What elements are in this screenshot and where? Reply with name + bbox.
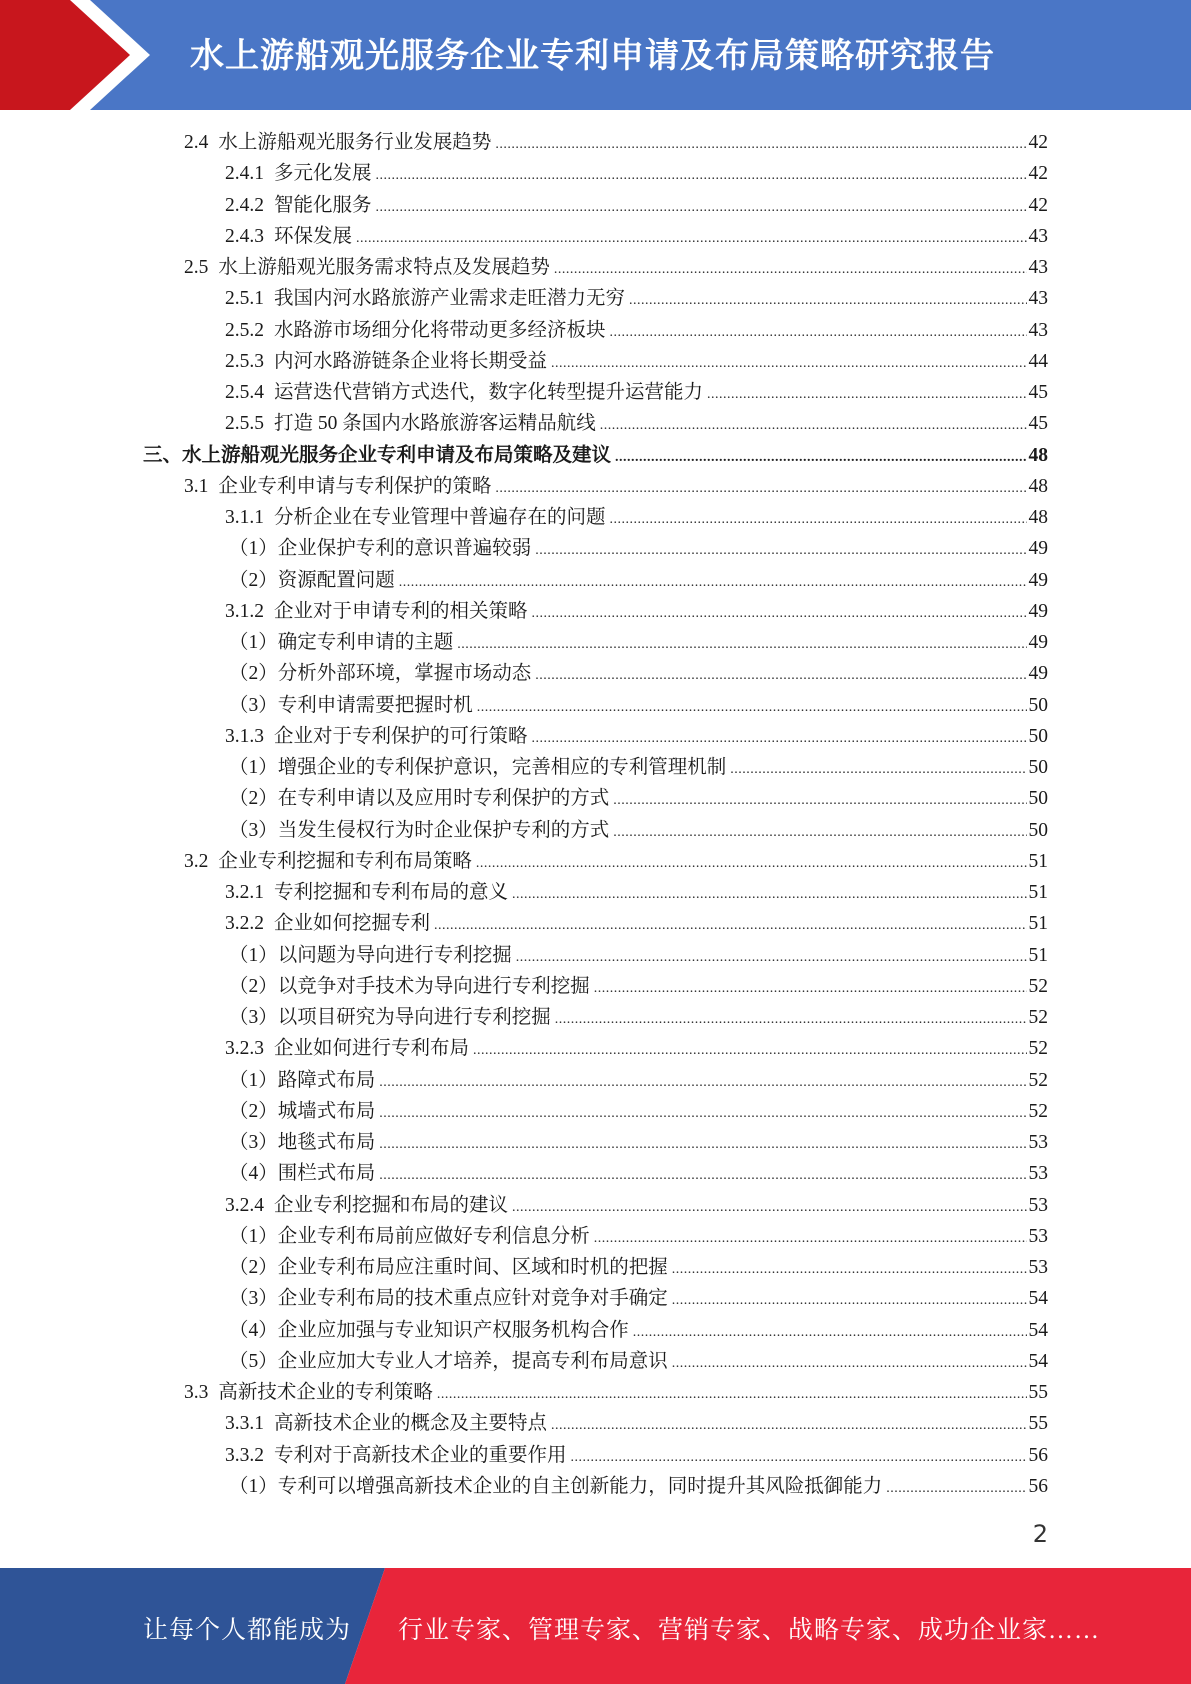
toc-entry-title: 专利挖掘和专利布局的意义: [274, 882, 509, 903]
toc-entry-title: 打造 50 条国内水路旅游客运精品航线: [274, 413, 596, 434]
toc-entry[interactable]: [184, 471, 1048, 502]
toc-leader-dots: [730, 754, 1026, 785]
toc-entry-number: （2）: [229, 1101, 278, 1122]
toc-entry-number: 2.4.1: [225, 163, 264, 184]
toc-leader-dots: [516, 942, 1027, 973]
toc-leader-dots: [610, 504, 1027, 535]
toc-entry-number: （2）: [229, 1257, 278, 1278]
toc-entry-number: （1）: [229, 945, 278, 966]
toc-leader-dots: [379, 1160, 1026, 1191]
toc-entry[interactable]: [229, 971, 1048, 1002]
toc-entry[interactable]: [225, 158, 1048, 189]
toc-entry-number: 2.4.3: [225, 226, 264, 247]
toc-leader-dots: [707, 379, 1026, 410]
toc-entry[interactable]: [229, 815, 1048, 846]
toc-entry[interactable]: [229, 1221, 1048, 1252]
toc-entry[interactable]: [225, 596, 1048, 627]
toc-entry[interactable]: [229, 1346, 1048, 1377]
toc-entry-number: 3.3.2: [225, 1445, 264, 1466]
toc-entry-number: （4）: [229, 1320, 278, 1341]
toc-leader-dots: [613, 785, 1026, 816]
toc-entry[interactable]: [225, 877, 1048, 908]
report-title: 水上游船观光服务企业专利申请及布局策略研究报告: [190, 36, 995, 76]
toc-entry-number: （3）: [229, 1288, 278, 1309]
toc-entry-page: 48: [1028, 476, 1048, 497]
toc-leader-dots: [613, 817, 1026, 848]
toc-entry-page: 53: [1028, 1163, 1048, 1184]
toc-leader-dots: [672, 1348, 1027, 1379]
toc-leader-dots: [379, 1098, 1026, 1129]
toc-entry-title: 高新技术企业的专利策略: [218, 1382, 433, 1403]
toc-entry-title: 企业应加强与专业知识产权服务机构合作: [277, 1320, 629, 1341]
toc-entry-number: （5）: [229, 1351, 278, 1372]
toc-entry-page: 43: [1028, 226, 1048, 247]
toc-entry-page: 54: [1028, 1320, 1048, 1341]
toc-entry-number: （3）: [229, 1007, 278, 1028]
toc-entry-page: 52: [1028, 1070, 1048, 1091]
toc-entry-title: 环保发展: [274, 226, 353, 247]
toc-entry-page: 44: [1028, 351, 1048, 372]
toc-entry-number: 2.5: [184, 257, 209, 278]
toc-entry-number: （3）: [229, 695, 278, 716]
toc-entry-number: 3.1.2: [225, 601, 264, 622]
toc-entry-page: 56: [1028, 1476, 1048, 1497]
toc-leader-dots: [495, 473, 1026, 504]
toc-entry-page: 50: [1028, 726, 1048, 747]
toc-leader-dots: [399, 567, 1027, 598]
toc-entry-title: 以竞争对手技术为导向进行专利挖掘: [277, 976, 590, 997]
toc-entry[interactable]: [229, 1096, 1048, 1127]
toc-entry-number: 2.4.2: [225, 195, 264, 216]
toc-entry-page: 51: [1028, 945, 1048, 966]
toc-entry[interactable]: [184, 1377, 1048, 1408]
toc-entry-page: 52: [1028, 1038, 1048, 1059]
toc-entry[interactable]: [225, 346, 1048, 377]
toc-leader-dots: [610, 317, 1027, 348]
toc-entry-title: 围栏式布局: [277, 1163, 376, 1184]
toc-entry[interactable]: [225, 283, 1048, 314]
toc-leader-dots: [379, 1129, 1026, 1160]
toc-entry-page: 51: [1028, 913, 1048, 934]
toc-leader-dots: [477, 692, 1027, 723]
toc-entry-title: 资源配置问题: [277, 570, 395, 591]
toc-entry-number: 3.2.4: [225, 1195, 264, 1216]
toc-leader-dots: [615, 442, 1026, 473]
footer-slogan-right: 行业专家、管理专家、营销专家、战略专家、成功企业家……: [398, 1617, 1101, 1644]
toc-entry-title: 水路游市场细分化将带动更多经济板块: [274, 320, 606, 341]
toc-entry-title: 企业专利申请与专利保护的策略: [218, 476, 492, 497]
header-arrow-graphic: [0, 0, 160, 110]
toc-entry-title: 企业如何挖掘专利: [274, 913, 431, 934]
toc-entry[interactable]: [229, 627, 1048, 658]
toc-entry-number: （2）: [229, 976, 278, 997]
toc-entry-number: 2.5.4: [225, 382, 264, 403]
toc-leader-dots: [473, 1035, 1026, 1066]
toc-entry-title: 以项目研究为导向进行专利挖掘: [277, 1007, 551, 1028]
toc-leader-dots: [672, 1285, 1027, 1316]
toc-entry-title: 当发生侵权行为时企业保护专利的方式: [277, 820, 610, 841]
toc-entry-page: 48: [1028, 507, 1048, 528]
toc-entry-page: 52: [1028, 1101, 1048, 1122]
toc-entry-page: 42: [1028, 132, 1048, 153]
toc-entry-number: （1）: [229, 757, 278, 778]
toc-entry-title: 三、水上游船观光服务企业专利申请及布局策略及建议: [143, 445, 612, 466]
toc-entry[interactable]: [184, 846, 1048, 877]
toc-entry-number: 2.5.3: [225, 351, 264, 372]
toc-entry[interactable]: [229, 940, 1048, 971]
toc-entry-number: （3）: [229, 1132, 278, 1153]
toc-entry-page: 45: [1028, 413, 1048, 434]
toc-entry-page: 53: [1028, 1257, 1048, 1278]
toc-entry[interactable]: [229, 1471, 1048, 1502]
toc-entry[interactable]: [229, 1002, 1048, 1033]
toc-entry-number: 3.3: [184, 1382, 209, 1403]
toc-entry-title: 企业专利布局前应做好专利信息分析: [277, 1226, 590, 1247]
toc-entry-number: 3.3.1: [225, 1413, 264, 1434]
toc-leader-dots: [434, 910, 1026, 941]
toc-chapter-entry[interactable]: [143, 440, 1048, 471]
toc-leader-dots: [672, 1254, 1027, 1285]
page-number: 2: [1032, 1520, 1048, 1548]
toc-entry-title: 企业专利布局的技术重点应针对竞争对手确定: [277, 1288, 668, 1309]
toc-entry[interactable]: [225, 221, 1048, 252]
toc-entry[interactable]: [225, 908, 1048, 939]
toc-entry-title: 专利对于高新技术企业的重要作用: [274, 1445, 567, 1466]
toc-entry-title: 多元化发展: [274, 163, 372, 184]
toc-entry-title: 确定专利申请的主题: [277, 632, 454, 653]
toc-entry[interactable]: [229, 1065, 1048, 1096]
toc-entry-title: 专利可以增强高新技术企业的自主创新能力，同时提升其风险抵御能力: [277, 1476, 883, 1497]
toc-entry-title: 运营迭代营销方式迭代，数字化转型提升运营能力: [274, 382, 704, 403]
toc-entry[interactable]: [225, 190, 1048, 221]
toc-entry-title: 企业如何进行专利布局: [274, 1038, 470, 1059]
toc-entry[interactable]: [225, 1408, 1048, 1439]
toc-entry[interactable]: [184, 252, 1048, 283]
toc-entry-page: 49: [1028, 632, 1048, 653]
toc-leader-dots: [555, 1004, 1027, 1035]
toc-entry-number: （4）: [229, 1163, 278, 1184]
toc-entry-page: 55: [1028, 1413, 1048, 1434]
toc-entry[interactable]: [225, 377, 1048, 408]
toc-entry-title: 专利申请需要把握时机: [277, 695, 473, 716]
toc-entry-page: 51: [1028, 882, 1048, 903]
toc-entry[interactable]: [184, 127, 1048, 158]
toc-entry-page: 55: [1028, 1382, 1048, 1403]
toc-entry-page: 51: [1028, 851, 1048, 872]
toc-entry-title: 高新技术企业的概念及主要特点: [274, 1413, 548, 1434]
toc-leader-dots: [554, 254, 1027, 285]
toc-entry-number: 2.5.1: [225, 288, 264, 309]
toc-leader-dots: [379, 1067, 1026, 1098]
toc-entry-page: 50: [1028, 695, 1048, 716]
toc-entry-number: （1）: [229, 1476, 278, 1497]
toc-entry-title: 以问题为导向进行专利挖掘: [277, 945, 512, 966]
toc-entry[interactable]: [229, 1283, 1048, 1314]
toc-entry-title: 路障式布局: [277, 1070, 376, 1091]
toc-entry-page: 42: [1028, 195, 1048, 216]
toc-entry-title: 企业保护专利的意识普遍较弱: [277, 538, 532, 559]
toc-entry-title: 水上游船观光服务需求特点及发展趋势: [218, 257, 550, 278]
toc-entry-page: 50: [1028, 757, 1048, 778]
toc-leader-dots: [356, 223, 1026, 254]
toc-entry-page: 54: [1028, 1288, 1048, 1309]
toc-entry-number: （1）: [229, 632, 278, 653]
toc-entry-title: 地毯式布局: [277, 1132, 376, 1153]
toc-entry[interactable]: [229, 783, 1048, 814]
toc-entry-title: 企业应加大专业人才培养，提高专利布局意识: [277, 1351, 668, 1372]
toc-entry-title: 企业专利挖掘和布局的建议: [274, 1195, 509, 1216]
toc-entry-title: 企业专利布局应注重时间、区域和时机的把握: [277, 1257, 668, 1278]
toc-entry[interactable]: [229, 1158, 1048, 1189]
toc-entry-page: 49: [1028, 601, 1048, 622]
toc-leader-dots: [535, 660, 1026, 691]
toc-entry-number: 3.1.1: [225, 507, 264, 528]
toc-leader-dots: [594, 973, 1027, 1004]
toc-leader-dots: [532, 723, 1027, 754]
toc-entry-page: 52: [1028, 1007, 1048, 1028]
toc-entry-title: 在专利申请以及应用时专利保护的方式: [277, 788, 610, 809]
toc-entry-title: 增强企业的专利保护意识，完善相应的专利管理机制: [277, 757, 727, 778]
toc-entry-number: （2）: [229, 788, 278, 809]
toc-entry[interactable]: [229, 690, 1048, 721]
toc-entry-title: 分析企业在专业管理中普遍存在的问题: [274, 507, 606, 528]
toc-entry[interactable]: [229, 1252, 1048, 1283]
toc-leader-dots: [476, 848, 1027, 879]
toc-entry-page: 53: [1028, 1132, 1048, 1153]
page-footer: [0, 1568, 1191, 1684]
toc-entry[interactable]: [225, 408, 1048, 439]
toc-entry-page: 43: [1028, 288, 1048, 309]
toc-entry-page: 56: [1028, 1445, 1048, 1466]
toc-entry-number: （3）: [229, 820, 278, 841]
toc-leader-dots: [495, 129, 1026, 160]
toc-leader-dots: [571, 1442, 1027, 1473]
toc-entry[interactable]: [225, 1033, 1048, 1064]
toc-entry-title: 企业对于专利保护的可行策略: [274, 726, 528, 747]
toc-entry-page: 43: [1028, 320, 1048, 341]
toc-entry-title: 我国内河水路旅游产业需求走旺潜力无穷: [274, 288, 626, 309]
toc-entry-number: （1）: [229, 1226, 278, 1247]
toc-entry[interactable]: [229, 1127, 1048, 1158]
toc-leader-dots: [535, 535, 1026, 566]
toc-entry-page: 50: [1028, 788, 1048, 809]
toc-entry-page: 50: [1028, 820, 1048, 841]
toc-entry-title: 内河水路游链条企业将长期受益: [274, 351, 548, 372]
page-header: [0, 0, 1191, 110]
toc-leader-dots: [629, 285, 1026, 316]
toc-entry-page: 49: [1028, 538, 1048, 559]
toc-entry-number: （1）: [229, 1070, 278, 1091]
toc-leader-dots: [457, 629, 1026, 660]
toc-entry-title: 分析外部环境，掌握市场动态: [277, 663, 532, 684]
toc-entry-title: 智能化服务: [274, 195, 372, 216]
toc-entry[interactable]: [225, 315, 1048, 346]
toc-entry-page: 43: [1028, 257, 1048, 278]
toc-leader-dots: [512, 1192, 1026, 1223]
toc-entry[interactable]: [229, 658, 1048, 689]
toc-entry-number: 3.2: [184, 851, 209, 872]
toc-entry-page: 49: [1028, 570, 1048, 591]
toc-entry-page: 54: [1028, 1351, 1048, 1372]
toc-leader-dots: [376, 160, 1027, 191]
toc-entry-page: 53: [1028, 1195, 1048, 1216]
toc-entry[interactable]: [229, 752, 1048, 783]
toc-entry[interactable]: [229, 533, 1048, 564]
footer-slogan-left: 让每个人都能成为: [143, 1617, 352, 1644]
toc-entry[interactable]: [225, 502, 1048, 533]
toc-entry-title: 企业专利挖掘和专利布局策略: [218, 851, 472, 872]
toc-entry-number: 3.2.3: [225, 1038, 264, 1059]
toc-entry-number: 2.5.2: [225, 320, 264, 341]
toc-leader-dots: [551, 348, 1026, 379]
toc-entry-number: 3.1.3: [225, 726, 264, 747]
toc-entry-number: 2.5.5: [225, 413, 264, 434]
toc-entry-page: 45: [1028, 382, 1048, 403]
toc-entry-number: 3.2.2: [225, 913, 264, 934]
toc-entry-number: 3.1: [184, 476, 209, 497]
toc-leader-dots: [512, 879, 1026, 910]
toc-entry-page: 52: [1028, 976, 1048, 997]
toc-leader-dots: [633, 1317, 1027, 1348]
toc-leader-dots: [551, 1410, 1026, 1441]
toc-entry-page: 42: [1028, 163, 1048, 184]
toc-entry-title: 城墙式布局: [277, 1101, 376, 1122]
toc-entry-number: 3.2.1: [225, 882, 264, 903]
toc-entry-title: 水上游船观光服务行业发展趋势: [218, 132, 492, 153]
toc-entry[interactable]: [229, 1315, 1048, 1346]
toc-leader-dots: [532, 598, 1027, 629]
toc-leader-dots: [886, 1473, 1026, 1504]
toc-entry-number: （2）: [229, 570, 278, 591]
toc-leader-dots: [594, 1223, 1027, 1254]
toc-entry[interactable]: [225, 721, 1048, 752]
toc-entry-number: （2）: [229, 663, 278, 684]
toc-entry-page: 53: [1028, 1226, 1048, 1247]
toc-entry[interactable]: [229, 565, 1048, 596]
toc-entry[interactable]: [225, 1440, 1048, 1471]
toc-entry-number: （1）: [229, 538, 278, 559]
toc-leader-dots: [437, 1379, 1027, 1410]
toc-entry-page: 48: [1028, 445, 1048, 466]
toc-leader-dots: [600, 410, 1027, 441]
toc-leader-dots: [376, 192, 1027, 223]
toc-entry[interactable]: [225, 1190, 1048, 1221]
toc-entry-page: 49: [1028, 663, 1048, 684]
toc-entry-title: 企业对于申请专利的相关策略: [274, 601, 528, 622]
toc-entry-number: 2.4: [184, 132, 209, 153]
header-arrow-red: [0, 0, 130, 110]
